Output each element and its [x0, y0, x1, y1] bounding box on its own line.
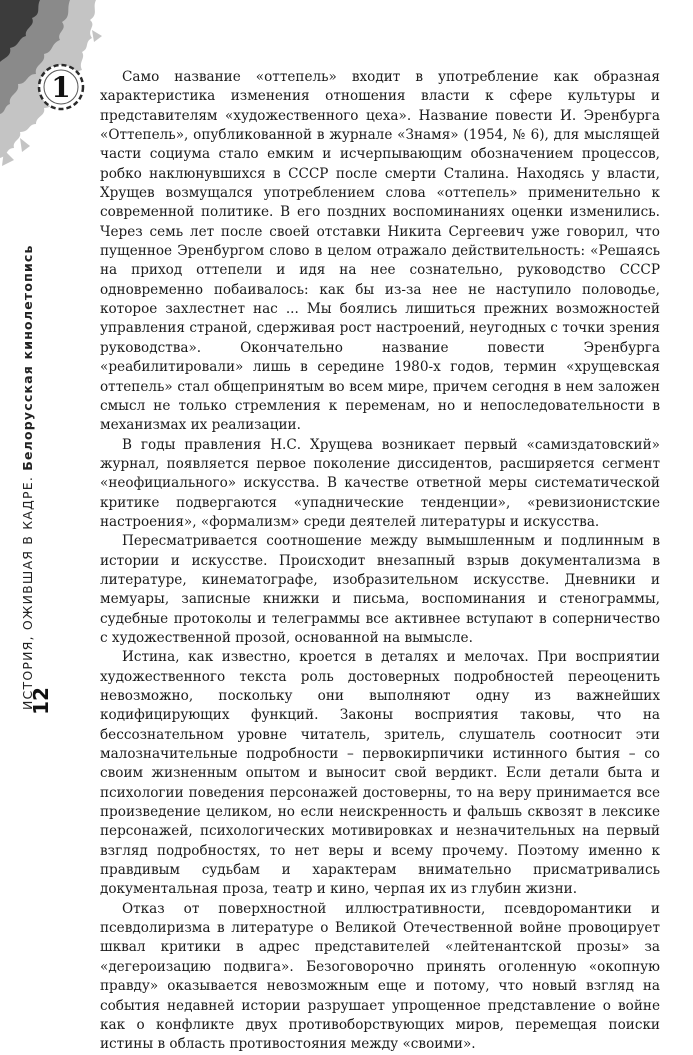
body-text	[100, 68, 660, 1055]
running-title-bold: Белорусская кинолетопись	[20, 244, 35, 471]
page-number-text: 12	[29, 687, 53, 715]
paragraph: Отказ от поверхностной иллюстративности, псевдоромантики и псевдолиризма в литературе о Великой Отечественной войне провоцирует шквал критики в адрес представителей «лейтенантской прозы» за «дегероизацию подвига». Безоговорочно принять оголенную «окопную правду» оказывается невозможным еще и потому, что новый взгляд на события недавней истории разрушает упрощенное представление о войне как о конфликте двух противоборствующих миров, перемещая поиски истины в область противостояния между «своими».	[100, 900, 660, 1053]
spine-band	[32, 225, 72, 725]
paragraph: В годы правления Н.С. Хрущева возникает первый «самиздатовский» журнал, появляется первое поколение диссидентов, расширяется сегмент «неофициального» искусства. В качестве ответной меры систематической критике подвергаются «упаднические тенденции», «ревизионистские настроения», «формализм» среди деятелей литературы и искусства.	[100, 436, 660, 530]
running-title-caps: ИСТОРИЯ, ОЖИВШАЯ В КАДРЕ.	[20, 475, 35, 710]
page-number	[26, 686, 56, 716]
running-title	[20, 244, 35, 710]
paragraph: Истина, как известно, кроется в деталях и мелочах. При восприятии художественного текста роль достоверных подробностей переоценить невозможно, поскольку они выполняют одну из важнейших кодифицирующих функций. Законы восприятия таковы, что на бессознательном уровне читатель, зритель, слушатель соотносит эти малозначительные подробности – первокирпичики истинного бытия – со своим жизненным опытом и выносит свой вердикт. Если детали быта и психологии поведения персонажей достоверны, то на веру принимается все произведение целиком, но если неискренность и фальшь сквозят в лексике персонажей, психологических мотивировках и незначительных на первый взгляд подробностях, то нет веры и всему прочему. Поэтому именно к правдивым судьбам и характерам внимательно присматривались документальная проза, театр и кино, черпая их из глубин жизни.	[100, 649, 660, 898]
paragraph: Само название «оттепель» входит в употребление как образная характеристика изменения отношения власти к сфере культуры и представителям «художественного цеха». Название повести И. Эренбурга «Оттепель», опубликованной в журнале «Знамя» (1954, № 6), для мыслящей части социума стало емким и исчерпывающим обозначением процессов, робко наклюнувшихся в СССР после смерти Сталина. Находясь у власти, Хрущев возмущался употреблением слова «оттепель» применительно к современной политике. В его поздних воспоминаниях оценки изменились. Через семь лет после своей отставки Никита Сергеевич уже говорил, что пущенное Эренбургом слово в целом отражало действительность: «Решаясь на приход оттепели и идя на нее сознательно, руководство СССР одновременно побаивалось: как бы из-за нее не наступило половодье, которое захлестнет нас ... Мы боялись лишиться прежних возможностей управления страной, сдерживая рост настроений, неугодных с точки зрения руководства». Окончательно название повести Эренбурга «реабилитировали» лишь в середине 1980-х годов, термин «хрущевская оттепель» стал общепринятым во всем мире, причем сегодня в нем заложен смысл не только стремления к переменам, но и непоследовательности в механизмах их реализации.	[100, 69, 660, 434]
chapter-badge	[36, 60, 86, 114]
chapter-number: 1	[51, 71, 71, 104]
paragraph: Пересматривается соотношение между вымышленным и подлинным в истории и искусстве. Происходит внезапный взрыв документализма в литературе, кинематографе, изобразительном искусстве. Дневники и мемуары, записные книжки и письма, воспоминания и стенограммы, судебные протоколы и телеграммы все активнее вступают в соперничество с художественной прозой, основанной на вымысле.	[100, 533, 660, 646]
